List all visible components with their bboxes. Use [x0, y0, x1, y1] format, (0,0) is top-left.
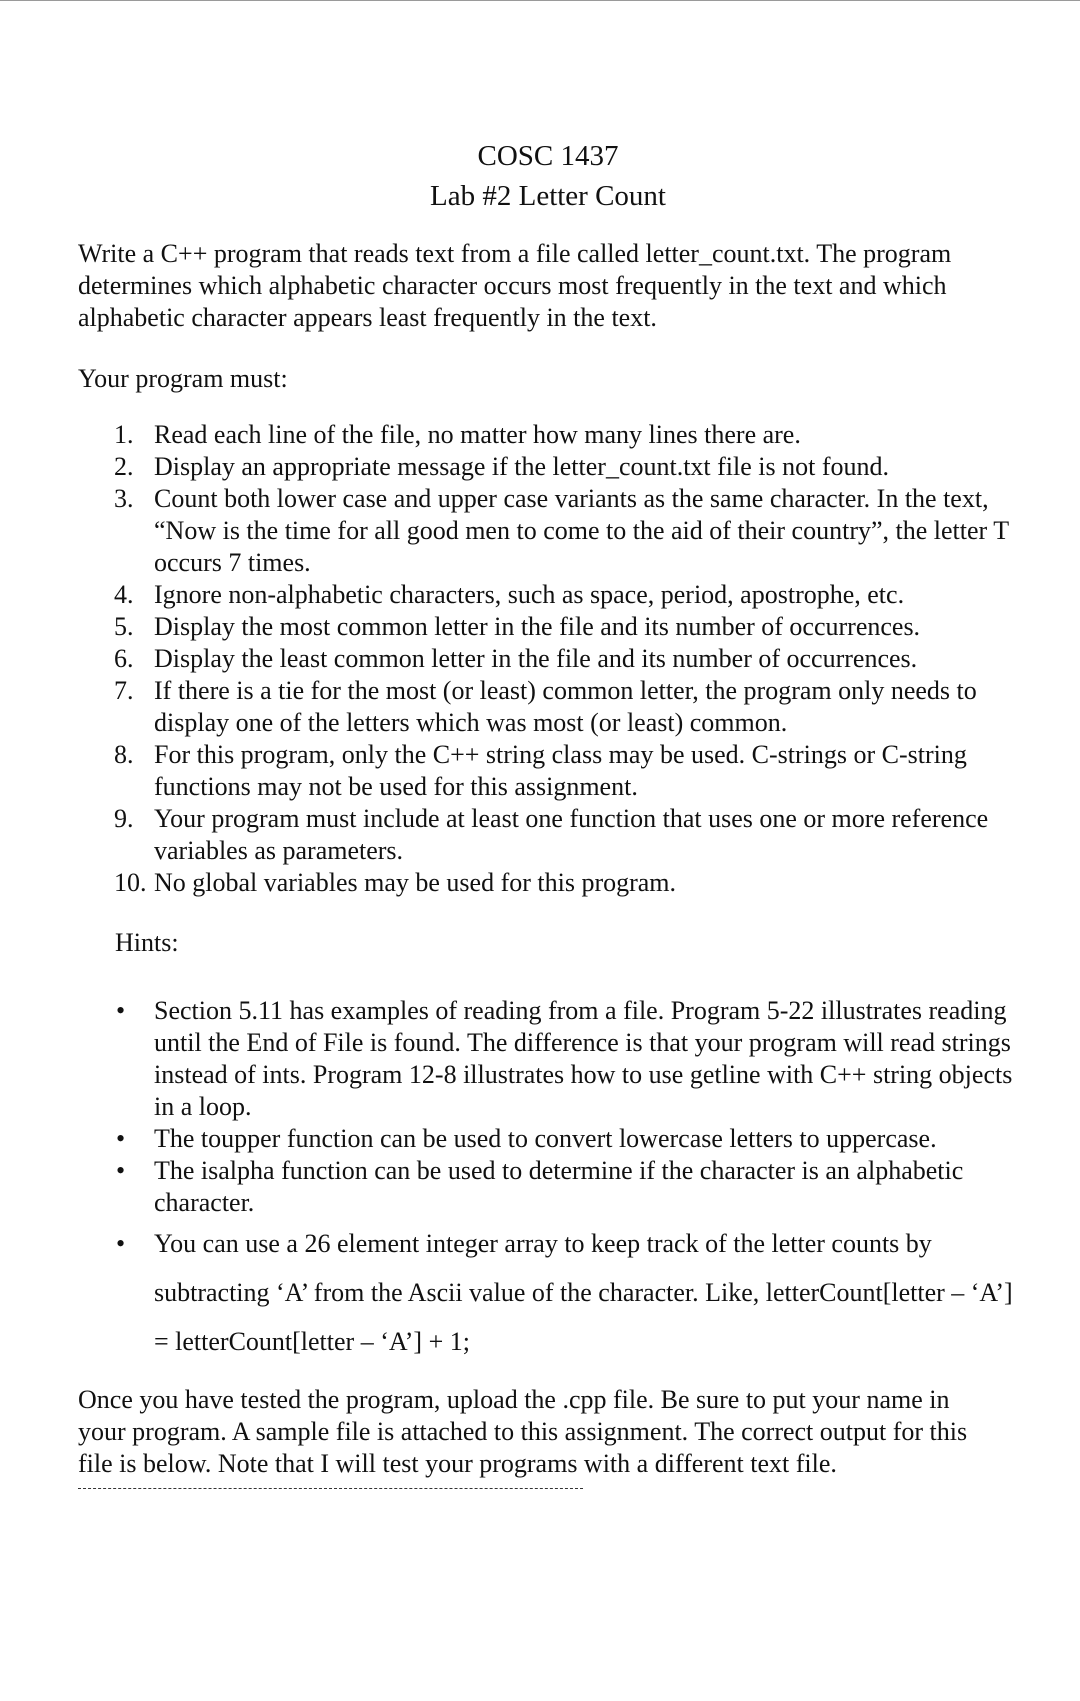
hint-text: The toupper function can be used to convert lowercase letters to uppercase.	[154, 1124, 937, 1153]
must-label: Your program must:	[78, 364, 288, 393]
dashed-separator	[78, 1488, 583, 1489]
requirement-text: Display the most common letter in the file and its number of occurrences.	[154, 612, 921, 641]
requirement-text: Ignore non-alphabetic characters, such as space, period, apostrophe, etc.	[154, 580, 905, 609]
requirement-item	[78, 483, 1014, 579]
bullet-icon: •	[116, 1229, 126, 1258]
requirement-text: No global variables may be used for this program.	[154, 868, 677, 897]
bullet-icon: •	[116, 996, 126, 1025]
requirement-item	[78, 739, 1014, 803]
requirement-item	[78, 803, 1014, 867]
requirement-text: Display the least common letter in the file and its number of occurrences.	[154, 644, 918, 673]
requirement-number: 7.	[114, 676, 134, 705]
hint-item	[78, 995, 1020, 1123]
requirement-text: Your program must include at least one function that uses one or more reference variables as parameters.	[154, 804, 989, 865]
hints-list	[78, 995, 1018, 1366]
hint-item	[78, 1123, 1020, 1155]
hint-text: You can use a 26 element integer array to keep track of the letter counts by subtracting ‘A’ from the Ascii value of the character. Like, letterCount[letter – ‘A’] = letterCount[letter – ‘A’] + 1;	[154, 1229, 1013, 1356]
requirement-text: If there is a tie for the most (or least) common letter, the program only needs to display one of the letters which was most (or least) common.	[154, 676, 977, 737]
hint-item	[78, 1155, 1020, 1219]
hints-label: Hints:	[115, 928, 179, 957]
document-page	[78, 136, 1018, 1489]
closing-paragraph: Once you have tested the program, upload the .cpp file. Be sure to put your name in your program. A sample file is attached to this assignment. The correct output for this file is below. Note that I will test your programs with a different text file.	[78, 1385, 968, 1478]
requirement-item	[78, 419, 1014, 451]
requirement-item	[78, 867, 1014, 899]
requirement-text: For this program, only the C++ string class may be used. C-strings or C-string functions may not be used for this assignment.	[154, 740, 967, 801]
requirement-number: 6.	[114, 644, 134, 673]
requirement-text: Display an appropriate message if the letter_count.txt file is not found.	[154, 452, 890, 481]
title-block	[78, 136, 1018, 216]
requirement-number: 8.	[114, 740, 134, 769]
hint-text: The isalpha function can be used to determine if the character is an alphabetic character.	[154, 1156, 964, 1217]
hint-item	[78, 1219, 1020, 1366]
requirements-list	[78, 419, 1018, 899]
requirement-number: 9.	[114, 804, 134, 833]
requirement-number: 4.	[114, 580, 134, 609]
bullet-icon: •	[116, 1124, 126, 1153]
requirement-text: Read each line of the file, no matter how many lines there are.	[154, 420, 801, 449]
requirement-text: Count both lower case and upper case variants as the same character. In the text, “Now is the time for all good men to come to the aid of their country”, the letter T occurs 7 times.	[154, 484, 1009, 577]
top-border-line	[0, 0, 1080, 1]
bullet-icon: •	[116, 1156, 126, 1185]
requirement-number: 1.	[114, 420, 134, 449]
requirement-number: 10.	[114, 868, 147, 897]
course-code: COSC 1437	[477, 140, 619, 172]
hint-text: Section 5.11 has examples of reading from a file. Program 5-22 illustrates reading until the End of File is found. The difference is that your program will read strings instead of ints. Program 12-8 illustrates how to use getline with C++ string objects in a loop.	[154, 996, 1013, 1121]
requirement-number: 3.	[114, 484, 134, 513]
requirement-item	[78, 611, 1014, 643]
intro-paragraph: Write a C++ program that reads text from a file called letter_count.txt. The program determines which alphabetic character occurs most frequently in the text and which alphabetic character appears least frequently in the text.	[78, 239, 952, 332]
requirement-number: 5.	[114, 612, 134, 641]
requirement-item	[78, 675, 1014, 739]
requirement-item	[78, 579, 1014, 611]
requirement-item	[78, 643, 1014, 675]
lab-title: Lab #2 Letter Count	[430, 180, 666, 212]
requirement-item	[78, 451, 1014, 483]
requirement-number: 2.	[114, 452, 134, 481]
